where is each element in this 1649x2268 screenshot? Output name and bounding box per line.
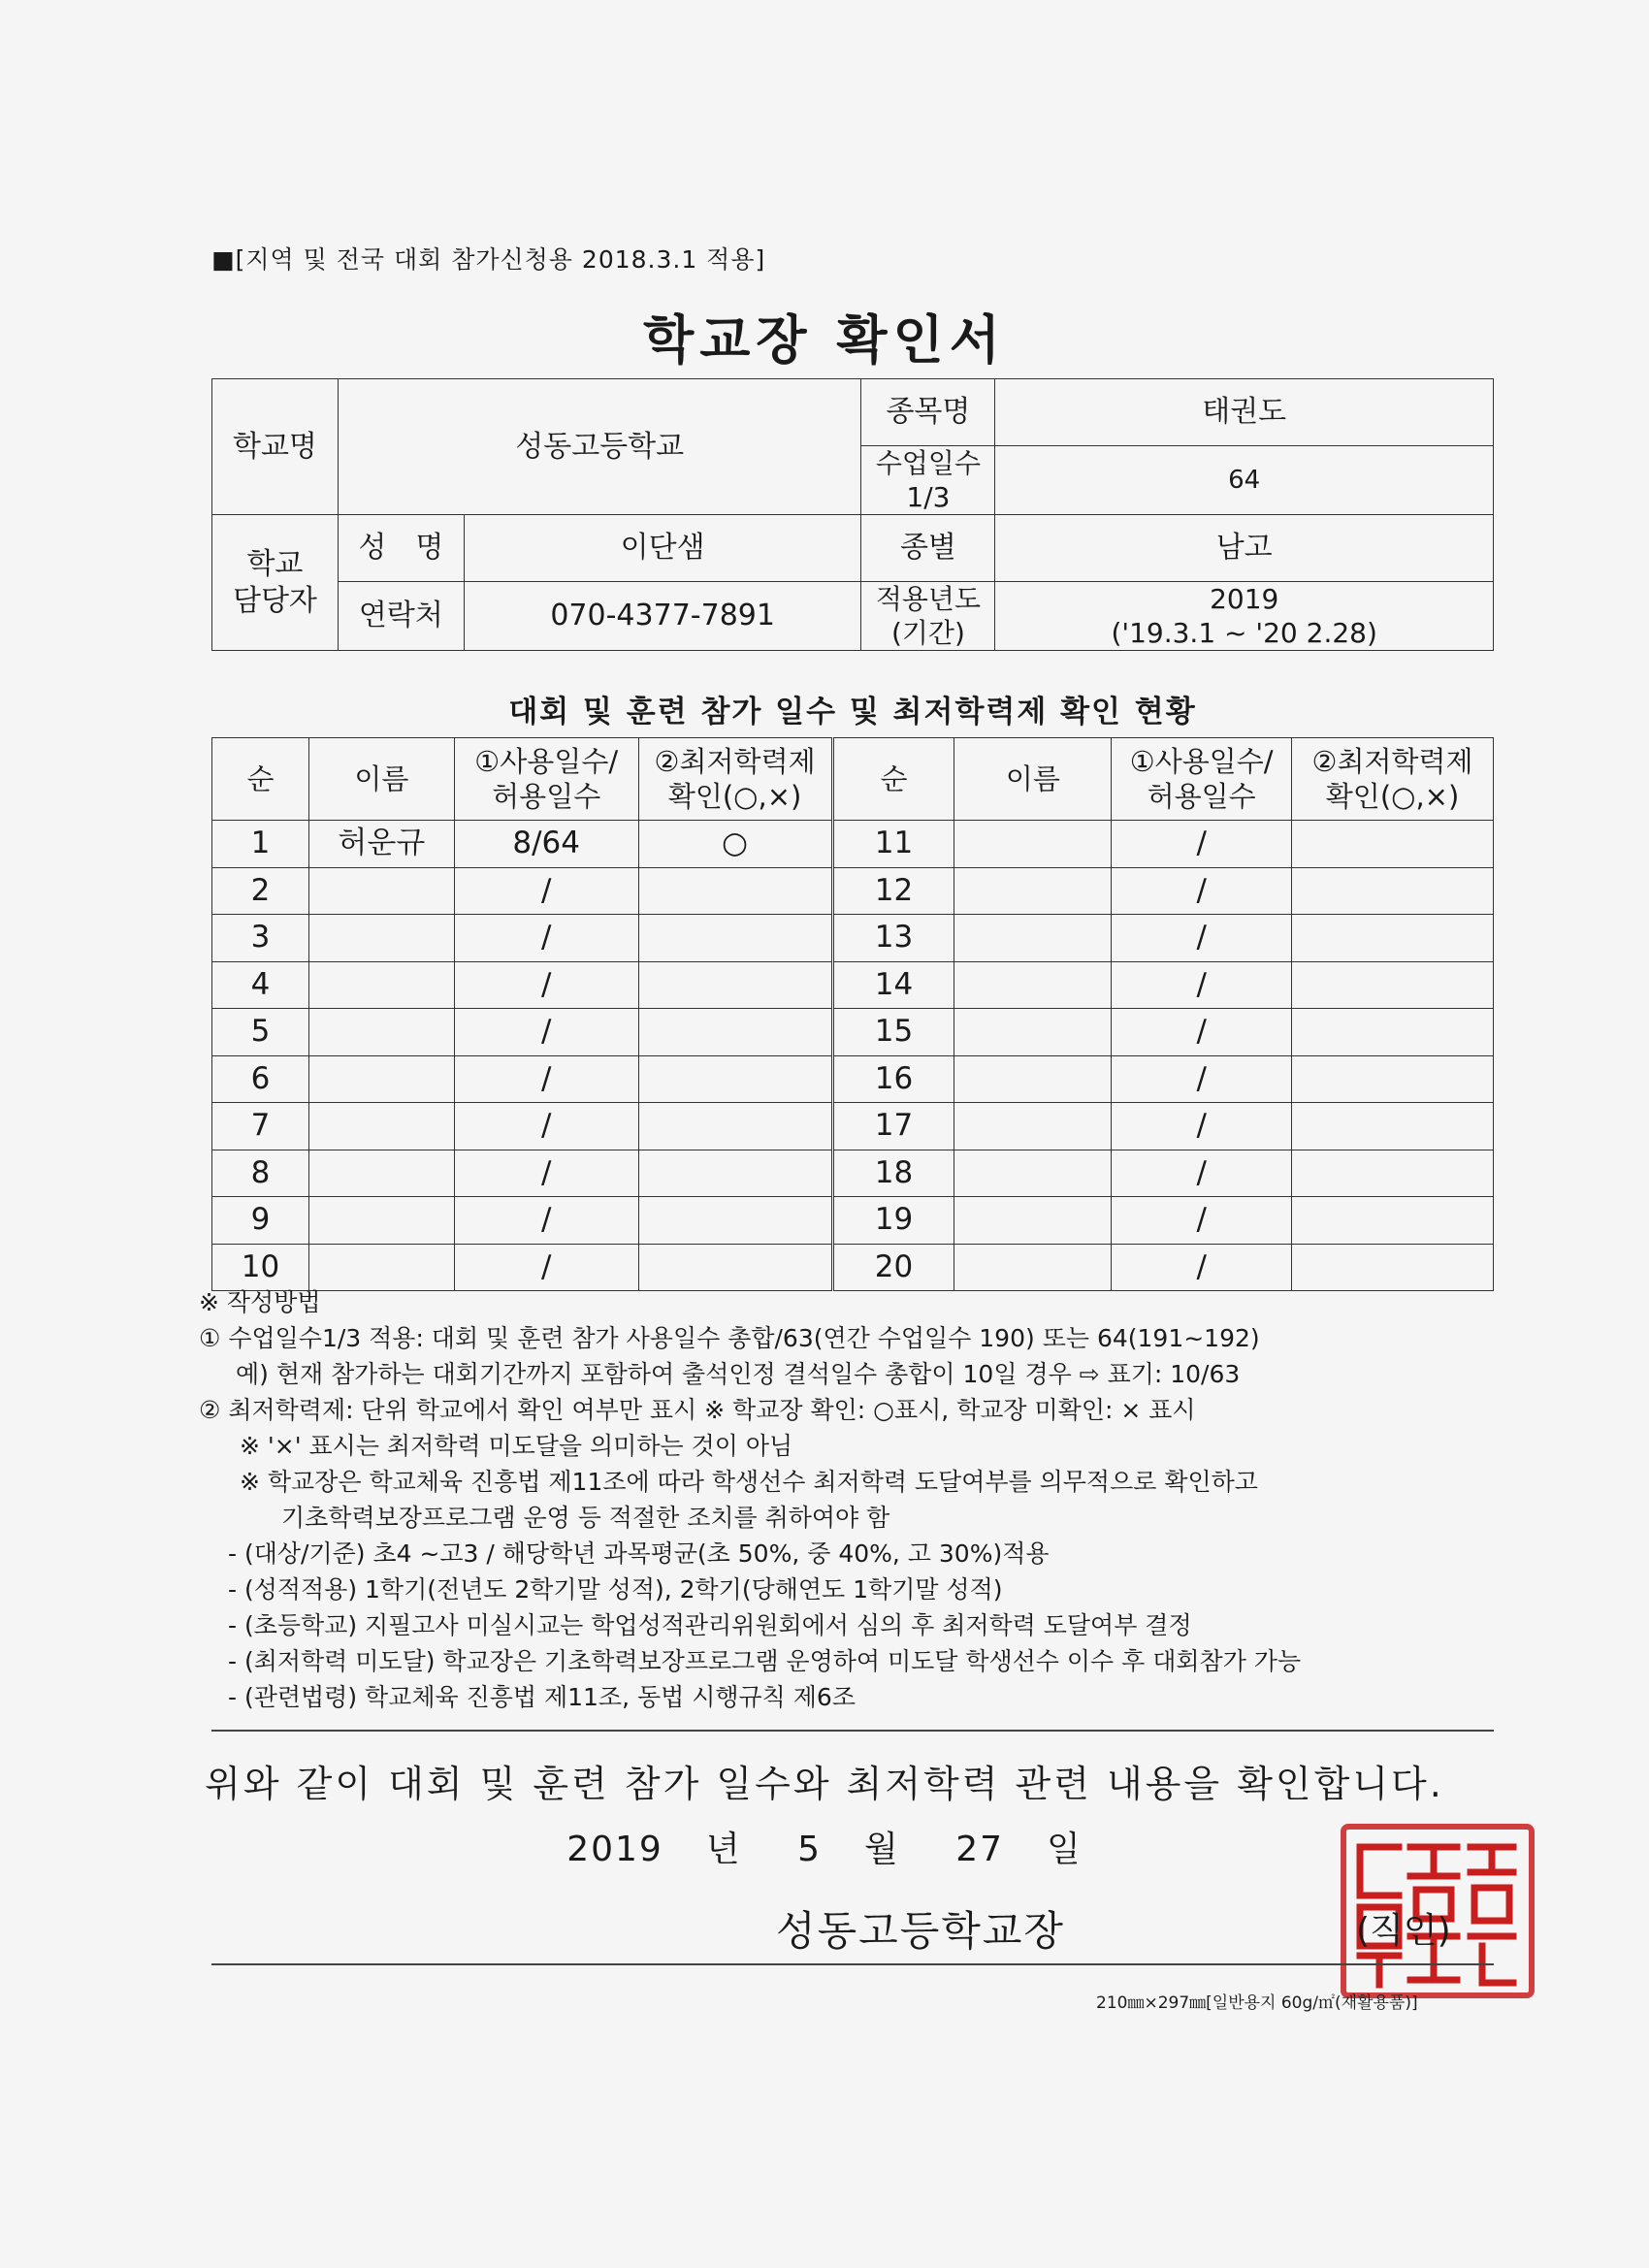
cell-name <box>308 915 454 962</box>
note-elementary: - (초등학교) 지필고사 미실시교는 학업성적관리위원회에서 심의 후 최저학력 도달여부 결정 <box>228 1611 1192 1639</box>
cell-name <box>954 1055 1112 1103</box>
cell-no: 13 <box>832 915 954 962</box>
note-class-days-example: 예) 현재 참가하는 대회기간까지 포함하여 출석인정 결석일수 총합이 10일 경우 ⇨ 표기: 10/63 <box>236 1360 1241 1388</box>
cell-days: 8/64 <box>454 821 638 868</box>
cell-days: / <box>454 1103 638 1150</box>
contact-label: 연락처 <box>338 582 464 651</box>
cell-name <box>308 867 454 915</box>
paper-spec: 210㎜×297㎜[일반용지 60g/㎡(재활용품)] <box>1096 1993 1418 2013</box>
cell-days: / <box>1112 1009 1292 1056</box>
note-principal-duty-cont: 기초학력보장프로그램 운영 등 적절한 조치를 취하여야 함 <box>281 1504 890 1532</box>
cell-no: 6 <box>212 1055 309 1103</box>
school-info-table <box>211 378 1494 651</box>
header-check-left: ②최저학력제 확인(○,×) <box>638 738 832 821</box>
cell-days: / <box>454 915 638 962</box>
table-row <box>212 1197 1494 1245</box>
header-no-left: 순 <box>212 738 309 821</box>
table-row <box>212 1150 1494 1197</box>
cell-no: 1 <box>212 821 309 868</box>
cell-days: / <box>1112 961 1292 1009</box>
note-target: - (대상/기준) 초4 ~고3 / 해당학년 과목평균(초 50%, 중 40%, 고 30%)적용 <box>228 1539 1050 1568</box>
cell-no: 12 <box>832 867 954 915</box>
note-class-days: ① 수업일수1/3 적용: 대회 및 훈련 참가 사용일수 총합/63(연간 수업일수 190) 또는 64(191~192) <box>199 1324 1260 1352</box>
apply-year-label: 적용년도 (기간) <box>861 582 995 651</box>
date-year: 2019 <box>566 1830 663 1869</box>
cell-check <box>638 1197 832 1245</box>
cell-check: ○ <box>638 821 832 868</box>
cell-check <box>1292 961 1494 1009</box>
cell-name <box>954 821 1112 868</box>
confirmation-statement: 위와 같이 대회 및 훈련 참가 일수와 최저학력 관련 내용을 확인합니다. <box>205 1763 1444 1805</box>
cell-no: 15 <box>832 1009 954 1056</box>
cell-days: / <box>454 1197 638 1245</box>
cell-no: 14 <box>832 961 954 1009</box>
contact-value: 070-4377-7891 <box>464 582 861 651</box>
manager-name-label: 성 명 <box>338 515 464 582</box>
cell-check <box>1292 1197 1494 1245</box>
cell-no: 4 <box>212 961 309 1009</box>
cell-name <box>954 1197 1112 1245</box>
section-title: 대회 및 훈련 참가 일수 및 최저학력제 확인 현황 <box>508 695 1197 729</box>
note-principal-duty: ※ 학교장은 학교체육 진흥법 제11조에 따라 학생선수 최저학력 도달여부를 의무적으로 확인하고 <box>240 1468 1258 1496</box>
date-day-unit: 일 <box>1047 1830 1083 1869</box>
table-row <box>212 1009 1494 1056</box>
cell-days: / <box>1112 1150 1292 1197</box>
cell-no: 19 <box>832 1197 954 1245</box>
cell-check <box>638 867 832 915</box>
seal-label: (직인) <box>1356 1911 1451 1951</box>
participation-table <box>211 737 1494 1291</box>
cell-days: / <box>1112 821 1292 868</box>
cell-name <box>954 1103 1112 1150</box>
cell-no: 2 <box>212 867 309 915</box>
cell-days: / <box>1112 1244 1292 1291</box>
date-month-unit: 월 <box>863 1830 900 1869</box>
cell-no: 16 <box>832 1055 954 1103</box>
class-days-label: 수업일수 1/3 <box>861 446 995 515</box>
cell-name <box>308 1009 454 1056</box>
cell-check <box>1292 1103 1494 1150</box>
cell-check <box>1292 915 1494 962</box>
cell-check <box>1292 821 1494 868</box>
category-label: 종별 <box>861 515 995 582</box>
header-name-left: 이름 <box>308 738 454 821</box>
cell-days: / <box>454 1055 638 1103</box>
note-x-meaning: ※ '×' 표시는 최저학력 미도달을 의미하는 것이 아님 <box>240 1432 793 1460</box>
cell-days: / <box>454 1150 638 1197</box>
table-row <box>212 821 1494 868</box>
cell-days: / <box>1112 915 1292 962</box>
cell-no: 10 <box>212 1244 309 1291</box>
cell-name <box>954 867 1112 915</box>
principal-title: 성동고등학교장 <box>776 1907 1066 1955</box>
cell-no: 9 <box>212 1197 309 1245</box>
class-days-value: 64 <box>995 446 1494 515</box>
cell-name <box>954 1009 1112 1056</box>
cell-no: 20 <box>832 1244 954 1291</box>
cell-no: 7 <box>212 1103 309 1150</box>
divider-bottom <box>211 1963 1494 1965</box>
table-row <box>212 867 1494 915</box>
cell-days: / <box>454 1009 638 1056</box>
cell-name <box>308 961 454 1009</box>
cell-check <box>638 1055 832 1103</box>
cell-no: 18 <box>832 1150 954 1197</box>
cell-no: 5 <box>212 1009 309 1056</box>
header-name-right: 이름 <box>954 738 1112 821</box>
cell-no: 17 <box>832 1103 954 1150</box>
cell-name <box>308 1197 454 1245</box>
cell-name: 허운규 <box>308 821 454 868</box>
apply-year-value: 2019 ('19.3.1 ~ '20 2.28) <box>995 582 1494 651</box>
cell-days: / <box>454 867 638 915</box>
cell-days: / <box>454 961 638 1009</box>
cell-check <box>1292 1150 1494 1197</box>
date-month: 5 <box>797 1830 822 1869</box>
note-min-academic: ② 최저학력제: 단위 학교에서 확인 여부만 표시 ※ 학교장 확인: ○표시, 학교장 미확인: × 표시 <box>199 1396 1196 1424</box>
school-name-value: 성동고등학교 <box>338 379 861 515</box>
cell-days: / <box>454 1244 638 1291</box>
manager-label: 학교 담당자 <box>212 515 339 651</box>
cell-check <box>1292 1055 1494 1103</box>
cell-check <box>638 1103 832 1150</box>
cell-no: 11 <box>832 821 954 868</box>
writing-instructions <box>199 1284 1499 1715</box>
manager-name-value: 이단샘 <box>464 515 861 582</box>
cell-check <box>1292 1009 1494 1056</box>
school-name-label: 학교명 <box>212 379 339 515</box>
cell-no: 3 <box>212 915 309 962</box>
cell-check <box>638 915 832 962</box>
cell-check <box>638 1150 832 1197</box>
cell-name <box>308 1150 454 1197</box>
notes-heading: ※ 작성방법 <box>199 1288 321 1316</box>
cell-days: / <box>1112 1197 1292 1245</box>
header-days-left: ①사용일수/ 허용일수 <box>454 738 638 821</box>
cell-no: 8 <box>212 1150 309 1197</box>
header-no-right: 순 <box>832 738 954 821</box>
cell-days: / <box>1112 867 1292 915</box>
cell-days: / <box>1112 1055 1292 1103</box>
sport-value: 태권도 <box>995 379 1494 446</box>
cell-days: / <box>1112 1103 1292 1150</box>
cell-check <box>638 1009 832 1056</box>
document-title: 학교장 확인서 <box>643 309 1006 371</box>
cell-name <box>308 1055 454 1103</box>
header-check-right: ②최저학력제 확인(○,×) <box>1292 738 1494 821</box>
cell-name <box>954 961 1112 1009</box>
table-row <box>212 961 1494 1009</box>
note-not-reached: - (최저학력 미도달) 학교장은 기초학력보장프로그램 운영하여 미도달 학생선수 이수 후 대회참가 가능 <box>228 1647 1302 1675</box>
cell-name <box>308 1103 454 1150</box>
divider-top <box>211 1730 1494 1732</box>
table-row <box>212 915 1494 962</box>
form-version-note: ■[지역 및 전국 대회 참가신청용 2018.3.1 적용] <box>211 245 766 274</box>
note-law: - (관련법령) 학교체육 진흥법 제11조, 동법 시행규칙 제6조 <box>228 1683 856 1711</box>
header-days-right: ①사용일수/ 허용일수 <box>1112 738 1292 821</box>
cell-check <box>1292 867 1494 915</box>
date-day: 27 <box>955 1830 1005 1869</box>
table-row <box>212 1103 1494 1150</box>
cell-check <box>638 961 832 1009</box>
cell-name <box>954 1150 1112 1197</box>
table-row <box>212 1055 1494 1103</box>
sport-label: 종목명 <box>861 379 995 446</box>
cell-name <box>954 915 1112 962</box>
note-grades: - (성적적용) 1학기(전년도 2학기말 성적), 2학기(당해연도 1학기말 성적) <box>228 1575 1003 1604</box>
date-year-unit: 년 <box>705 1830 742 1869</box>
category-value: 남고 <box>995 515 1494 582</box>
